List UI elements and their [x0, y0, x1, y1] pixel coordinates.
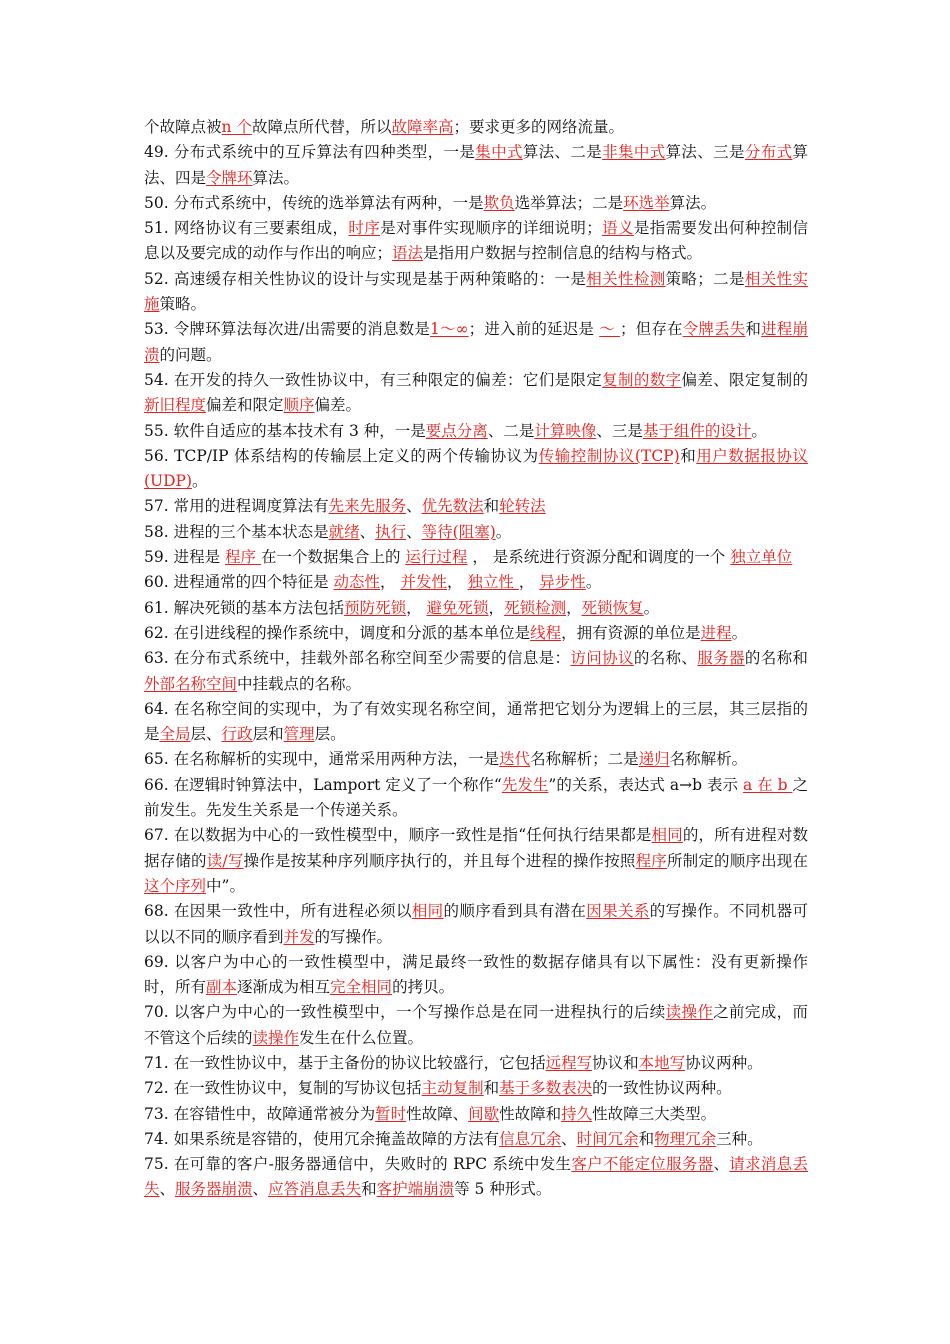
question-paragraph [144, 140, 808, 191]
question-paragraph [144, 747, 808, 772]
answer-blank: 并发 [283, 927, 315, 946]
question-text: 算法、三是 [665, 143, 745, 162]
answer-blank: 读操作 [665, 1003, 714, 1022]
question-text: ；但存在 [619, 320, 683, 339]
question-text: 。 [495, 522, 512, 541]
question-paragraph [144, 646, 808, 697]
answer-blank: 先发生 [501, 775, 549, 794]
question-text: 的名称、 [633, 649, 698, 668]
answer-blank: 就绪 [328, 522, 360, 541]
question-paragraph [144, 621, 808, 646]
answer-blank: 时序 [348, 219, 381, 238]
answer-blank: 物理冗余 [654, 1129, 717, 1148]
answer-blank: 独立单位 [730, 548, 793, 567]
answer-blank: 这个序列 [144, 876, 207, 895]
answer-blank: 递归 [638, 750, 670, 769]
question-paragraph [144, 317, 808, 368]
question-text: 68. 在因果一致性中，所有进程必须以 [144, 902, 412, 921]
answer-blank: 客护端崩溃 [376, 1180, 455, 1199]
question-text: 所制定的顺序出现在 [666, 851, 808, 870]
answer-blank: 程序 [635, 851, 667, 870]
question-paragraph [144, 419, 808, 444]
question-text: 算法、二是 [522, 143, 603, 162]
answer-blank: 分布式 [744, 143, 793, 162]
question-text: 64. 在名称空间的实现中，为了有效实现名称空间，通常把它划分为逻辑上的三层，其三层指的是 [144, 699, 808, 744]
question-text: 69. 以客户为中心的一致性模型中，满足最终一致性的数据存储具有以下属性：没有更新操作时，所有 [144, 952, 808, 997]
question-text: 层。 [314, 725, 346, 744]
question-text: ， [446, 573, 468, 592]
question-text: 、 [561, 1129, 577, 1148]
answer-blank: 读操作 [252, 1028, 300, 1047]
question-text: 策略；二是 [665, 269, 745, 288]
question-text: 偏差、限定复制的 [681, 370, 808, 389]
answer-blank: 请求消息丢失 [144, 1155, 808, 1199]
question-text: 是指用户数据与控制信息的结构与格式。 [423, 244, 703, 263]
question-text: 故障点所代替，所以 [251, 118, 392, 136]
answer-blank: n 个 [221, 118, 252, 136]
answer-blank: 间歇 [468, 1104, 500, 1123]
answer-blank: 进程 [700, 623, 732, 642]
answer-blank: 语义 [601, 219, 634, 238]
question-text: 和 [483, 1079, 500, 1098]
answer-blank: 独立性 [467, 573, 519, 592]
question-paragraph [144, 823, 808, 899]
question-text: 。 [585, 573, 602, 592]
question-text: 66. 在逻辑时钟算法中，Lamport 定义了一个称作“ [144, 775, 502, 794]
question-paragraph [144, 697, 808, 748]
question-text: ”的关系，表达式 a→b 表示 [548, 775, 743, 794]
question-text: 56. TCP/IP 体系结构的传输层上定义的两个传输协议为 [144, 446, 539, 465]
question-text: 63. 在分布式系统中，挂载外部名称空间至少需要的信息是： [144, 649, 571, 668]
question-paragraph [144, 596, 808, 621]
question-text: 算法。 [669, 193, 717, 212]
question-text: ， [380, 573, 401, 592]
question-text: 。 [643, 598, 660, 617]
question-text: 、 [159, 1180, 176, 1199]
question-text: ， [488, 598, 505, 617]
answer-blank: 时间冗余 [576, 1129, 639, 1148]
question-text: 。 [192, 472, 208, 491]
answer-blank: 故障率高 [391, 118, 454, 136]
question-text: 层和 [252, 725, 284, 744]
answer-blank: 暂时 [375, 1104, 407, 1123]
question-text: 个故障点被 [144, 118, 222, 136]
answer-blank: 服务器崩溃 [175, 1180, 253, 1199]
answer-blank: 死锁检测 [504, 598, 567, 617]
answer-blank: 行政 [221, 725, 253, 744]
question-text: 层、 [190, 725, 222, 744]
answer-blank: 相关性实施 [144, 269, 808, 314]
answer-blank: 等待(阻塞) [421, 522, 496, 541]
answer-blank: 令牌环 [206, 168, 253, 187]
answer-blank: 运行过程 [405, 548, 468, 567]
question-text: 和 [483, 497, 500, 516]
question-text: 58. 进程的三个基本状态是 [144, 522, 329, 541]
question-text: 偏差。 [314, 396, 362, 415]
question-text: 是对事件实现顺序的详细说明； [380, 219, 602, 238]
answer-blank: 服务器 [697, 649, 745, 668]
answer-blank: 用户数据报协议(UDP) [144, 446, 808, 491]
answer-blank: 程序 [225, 548, 261, 567]
answer-blank: 应答消息丢失 [268, 1180, 362, 1199]
question-text: 、 [359, 522, 376, 541]
answer-blank: 令牌丢失 [682, 320, 746, 339]
question-text: ， [518, 573, 540, 592]
answer-blank: 避免死锁 [426, 598, 489, 617]
question-text: ；要求更多的网络流量。 [453, 118, 624, 136]
question-text: 、 [406, 522, 422, 541]
answer-blank: 基于多数表决 [499, 1079, 593, 1098]
question-text: 。 [751, 421, 767, 440]
answer-blank: 信息冗余 [499, 1129, 562, 1148]
question-text: 逐渐成为相互 [237, 978, 331, 997]
question-paragraph [144, 494, 808, 519]
question-text: 62. 在引进线程的操作系统中，调度和分派的基本单位是 [144, 623, 531, 642]
answer-blank: 顺序 [283, 396, 315, 415]
question-text: 是指需要发出何种控制信息以及要完成的动作与作出的响应； [144, 219, 808, 263]
question-text: ， [406, 598, 427, 617]
answer-blank: 优先数法 [421, 497, 484, 516]
question-text: ， [566, 598, 582, 617]
question-list [144, 115, 808, 1203]
question-paragraph [144, 368, 808, 419]
answer-blank: 复制的数字 [602, 370, 682, 389]
question-text: 和 [679, 446, 697, 465]
answer-blank: 线程 [530, 623, 562, 642]
question-text: 性故障三大类型。 [592, 1104, 717, 1123]
answer-blank: 执行 [375, 522, 407, 541]
question-paragraph [144, 191, 808, 216]
question-text: 、三是 [596, 421, 643, 440]
question-text: 72. 在一致性协议中，复制的写协议包括 [144, 1079, 422, 1098]
question-text: 49. 分布式系统中的互斥算法有四种类型，一是 [144, 143, 476, 162]
answer-blank: 非集中式 [602, 143, 666, 162]
question-text: 协议和 [592, 1053, 639, 1072]
question-text: ， 是系统进行资源分配和调度的一个 [467, 548, 731, 567]
question-text: 、 [252, 1180, 269, 1199]
question-text: 53. 令牌环算法每次进/出需要的消息数是 [144, 320, 431, 339]
question-text: 61. 解决死锁的基本方法包括 [144, 598, 345, 617]
answer-blank: 相关性检测 [586, 269, 666, 288]
question-text: 54. 在开发的持久一致性协议中，有三种限定的偏差：它们是限定 [144, 370, 603, 389]
question-paragraph [144, 1152, 808, 1203]
answer-blank: 要点分离 [425, 421, 488, 440]
answer-blank: 死锁恢复 [581, 598, 644, 617]
answer-blank: 读/写 [206, 851, 244, 870]
question-paragraph [144, 1051, 808, 1076]
question-text: 的名称和 [744, 649, 808, 668]
question-paragraph [144, 1076, 808, 1101]
question-text: 55. 软件自适应的基本技术有 3 种，一是 [144, 421, 426, 440]
question-text: 的一致性协议两种。 [592, 1079, 732, 1098]
question-text: 50. 分布式系统中，传统的选举算法有两种，一是 [144, 193, 484, 212]
question-paragraph [144, 1102, 808, 1127]
question-text: 操作是按某种序列顺序执行的，并且每个进程的操作按照 [243, 851, 636, 870]
answer-blank: 迭代 [499, 750, 531, 769]
question-text: 名称解析。 [669, 750, 748, 769]
question-text: 52. 高速缓存相关性协议的设计与实现是基于两种策略的：一是 [144, 269, 587, 288]
question-text: 偏差和限定 [206, 396, 284, 415]
question-text: 选举算法；二是 [514, 193, 624, 212]
answer-blank: 访问协议 [570, 649, 634, 668]
question-text: 性故障、 [406, 1104, 469, 1123]
question-text: 的写操作。不同机器可以以不同的顺序看到 [144, 902, 808, 946]
answer-blank: 基于组件的设计 [642, 421, 752, 440]
question-text: 和 [361, 1180, 377, 1199]
answer-blank: 预防死锁 [344, 598, 407, 617]
question-text: 等 5 种形式。 [454, 1180, 552, 1199]
question-paragraph [144, 950, 808, 1001]
question-text: 67. 在以数据为中心的一致性模型中，顺序一致性是指“任何执行结果都是 [144, 826, 652, 845]
answer-blank: 异步性 [539, 573, 586, 592]
question-paragraph [144, 1127, 808, 1152]
answer-blank: 语法 [392, 244, 424, 263]
question-text: 74. 如果系统是容错的，使用冗余掩盖故障的方法有 [144, 1129, 500, 1148]
question-text: ；进入前的延迟是 [468, 320, 600, 339]
question-text: 算法、四是 [144, 143, 808, 187]
answer-blank: 远程写 [545, 1053, 593, 1072]
question-text: 中挂载点的名称。 [237, 674, 362, 693]
answer-blank: 副本 [206, 978, 238, 997]
answer-blank: 持久 [561, 1104, 593, 1123]
question-text: 和 [638, 1129, 655, 1148]
question-text: 在一个数据集合上的 [260, 548, 406, 567]
answer-blank: 相同 [651, 826, 683, 845]
answer-blank: 先来先服务 [328, 497, 407, 516]
question-text: 、二是 [487, 421, 535, 440]
answer-blank: 欺负 [483, 193, 515, 212]
answer-blank: 管理 [283, 725, 315, 744]
question-paragraph [144, 115, 808, 140]
question-text: 70. 以客户为中心的一致性模型中，一个写操作总是在同一进程执行的后续 [144, 1003, 666, 1022]
question-text: 57. 常用的进程调度算法有 [144, 497, 329, 516]
answer-blank: 计算映像 [534, 421, 597, 440]
question-text: 之前发生。先发生关系是一个传递关系。 [144, 775, 808, 820]
question-text: 75. 在可靠的客户-服务器通信中，失败时的 RPC 系统中发生 [144, 1155, 572, 1174]
question-text: 71. 在一致性协议中，基于主备份的协议比较盛行，它包括 [144, 1053, 546, 1072]
question-text: 的拷贝。 [392, 978, 455, 997]
question-paragraph [144, 267, 808, 318]
question-text: 60. 进程通常的四个特征是 [144, 573, 334, 592]
answer-blank: 本地写 [638, 1053, 686, 1072]
answer-blank: 进程崩溃 [144, 320, 808, 364]
question-text: 的顺序看到具有潜在 [443, 902, 587, 921]
question-text: 发生在什么位置。 [299, 1028, 424, 1047]
answer-blank: a 在 b [742, 775, 793, 794]
question-text: 51. 网络协议有三要素组成， [144, 219, 349, 238]
question-text: 名称解析；二是 [530, 750, 639, 769]
question-paragraph [144, 899, 808, 950]
question-paragraph [144, 1000, 808, 1051]
answer-blank: ～ [599, 320, 620, 339]
question-text: 协议两种。 [685, 1053, 763, 1072]
question-text: 性故障和 [499, 1104, 562, 1123]
question-paragraph [144, 773, 808, 824]
answer-blank: 并发性 [400, 573, 447, 592]
answer-blank: 完全相同 [330, 978, 393, 997]
question-text: 之前完成，而不管这个后续的 [144, 1003, 808, 1047]
question-text: 的写操作。 [314, 927, 393, 946]
answer-blank: 轮转法 [499, 497, 546, 516]
question-paragraph [144, 545, 808, 570]
question-text: 65. 在名称解析的实现中，通常采用两种方法，一是 [144, 750, 500, 769]
question-text: 的问题。 [159, 345, 222, 364]
question-text: 、 [713, 1155, 730, 1174]
question-text: 和 [745, 320, 762, 339]
answer-blank: 动态性 [333, 573, 381, 592]
answer-blank: 相同 [411, 902, 444, 921]
question-text: 算法。 [252, 168, 300, 187]
answer-blank: 客户不能定位服务器 [571, 1155, 714, 1174]
question-paragraph [144, 520, 808, 545]
answer-blank: 主动复制 [421, 1079, 484, 1098]
question-text: 三种。 [716, 1129, 763, 1148]
answer-blank: 外部名称空间 [144, 674, 238, 693]
answer-blank: 传输控制协议(TCP) [538, 446, 680, 465]
question-text: 、 [406, 497, 422, 516]
question-paragraph [144, 570, 808, 595]
answer-blank: 新旧程度 [144, 396, 207, 415]
question-paragraph [144, 444, 808, 495]
question-text: ，拥有资源的单位是 [561, 623, 701, 642]
question-text: 59. 进程是 [144, 548, 226, 567]
question-text: 73. 在容错性中，故障通常被分为 [144, 1104, 376, 1123]
question-text: 中”。 [206, 876, 245, 895]
question-text: 的，所有进程对数据存储的 [144, 826, 808, 870]
answer-blank: 全局 [159, 725, 191, 744]
answer-blank: 1～∞ [430, 320, 469, 339]
question-text: 。 [731, 623, 748, 642]
answer-blank: 环选举 [623, 193, 670, 212]
question-paragraph [144, 216, 808, 267]
question-text: 策略。 [159, 295, 207, 314]
answer-blank: 集中式 [475, 143, 523, 162]
answer-blank: 因果关系 [586, 902, 650, 921]
